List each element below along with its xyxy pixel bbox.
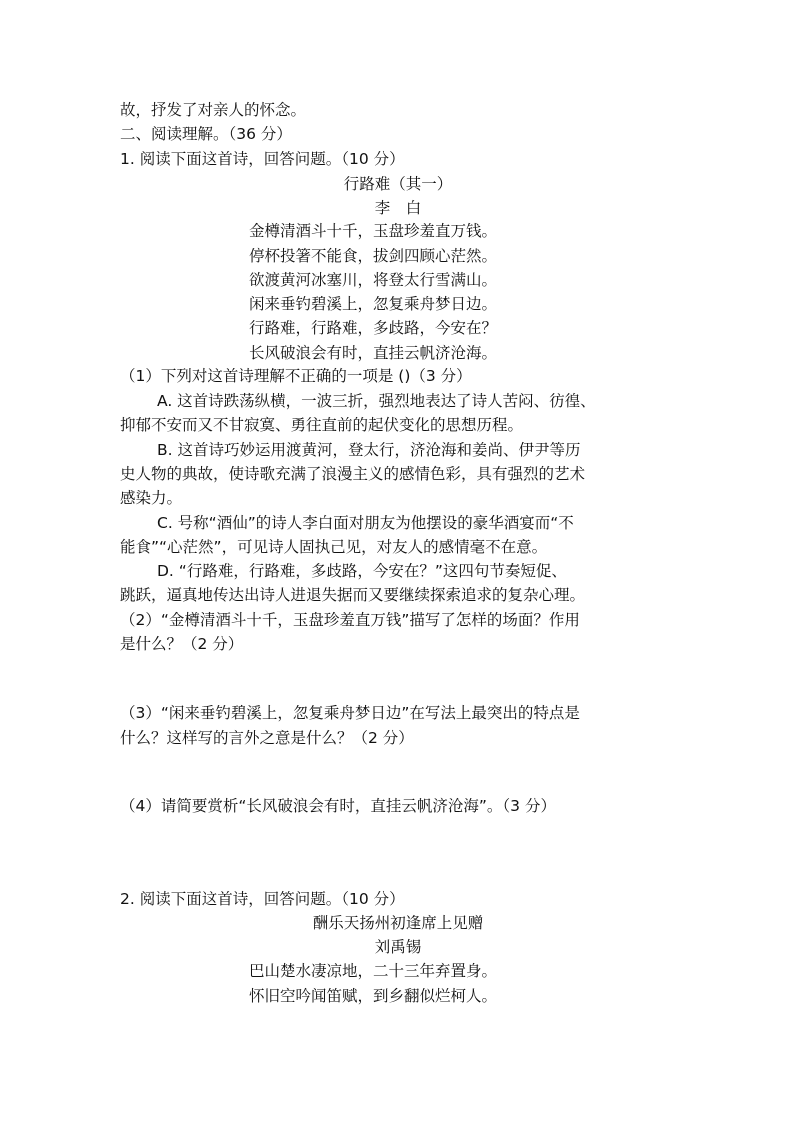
q1-poem-line: 欲渡黄河冰塞川，将登太行雪满山。 xyxy=(249,271,498,289)
q1-poem-line: 停杯投箸不能食，拔剑四顾心茫然。 xyxy=(249,247,498,265)
q2-prompt: 2. 阅读下面这首诗，回答问题。（10 分） xyxy=(120,890,405,908)
q1-sub3-cont: 什么？这样写的言外之意是什么？（2 分） xyxy=(120,729,414,747)
q1-sub2: （2）“金樽清酒斗十千，玉盘珍羞直万钱”描写了怎样的场面？作用 xyxy=(120,611,580,629)
q1-poem-line: 长风破浪会有时，直挂云帆济沧海。 xyxy=(249,344,498,362)
option-c: C. 号称“酒仙”的诗人李白面对朋友为他摆设的豪华酒宴而“不 xyxy=(157,514,574,532)
option-d: D. “行路难，行路难，多歧路，今安在？”这四句节奏短促、 xyxy=(157,562,567,580)
q1-poem-line: 闲来垂钓碧溪上，忽复乘舟梦日边。 xyxy=(249,295,498,313)
q1-poem-line: 行路难，行路难，多歧路，今安在？ xyxy=(249,319,498,337)
section-heading: 二、阅读理解。（36 分） xyxy=(120,125,292,143)
option-b-cont: 感染力。 xyxy=(120,489,183,507)
q1-poem-line: 金樽清酒斗十千，玉盘珍羞直万钱。 xyxy=(249,222,498,240)
q2-poem-title: 酬乐天扬州初逢席上见赠 xyxy=(312,914,484,932)
option-a: A. 这首诗跌荡纵横，一波三折，强烈地表达了诗人苦闷、彷徨、 xyxy=(157,392,596,410)
option-b-cont: 史人物的典故，使诗歌充满了浪漫主义的感情色彩，具有强烈的艺术 xyxy=(120,465,586,483)
option-c-cont: 能食”“心茫然”，可见诗人固执己见，对友人的感情毫不在意。 xyxy=(120,538,548,556)
q1-poem-author: 李 白 xyxy=(374,199,422,217)
q2-poem-author: 刘禹锡 xyxy=(374,938,422,956)
q1-sub3: （3）“闲来垂钓碧溪上，忽复乘舟梦日边”在写法上最突出的特点是 xyxy=(120,704,580,722)
q2-poem-line: 巴山楚水凄凉地，二十三年弃置身。 xyxy=(249,962,498,980)
option-a-cont: 抑郁不安而又不甘寂寞、勇往直前的起伏变化的思想历程。 xyxy=(120,416,524,434)
q2-poem-line: 怀旧空吟闻笛赋，到乡翻似烂柯人。 xyxy=(249,987,498,1005)
q1-sub1-stem: （1）下列对这首诗理解不正确的一项是 ()（3 分） xyxy=(120,367,472,385)
q1-poem-title: 行路难（其一） xyxy=(343,175,453,193)
q1-sub2-cont: 是什么？（2 分） xyxy=(120,635,244,653)
q1-prompt: 1. 阅读下面这首诗，回答问题。（10 分） xyxy=(120,150,405,168)
q1-sub4: （4）请简要赏析“长风破浪会有时，直挂云帆济沧海”。（3 分） xyxy=(120,797,556,815)
option-d-cont: 跳跃，逼真地传达出诗人进退失据而又要继续探索追求的复杂心理。 xyxy=(120,586,586,604)
intro-line: 故，抒发了对亲人的怀念。 xyxy=(120,101,307,119)
option-b: B. 这首诗巧妙运用渡黄河，登太行，济沧海和姜尚、伊尹等历 xyxy=(157,441,581,459)
